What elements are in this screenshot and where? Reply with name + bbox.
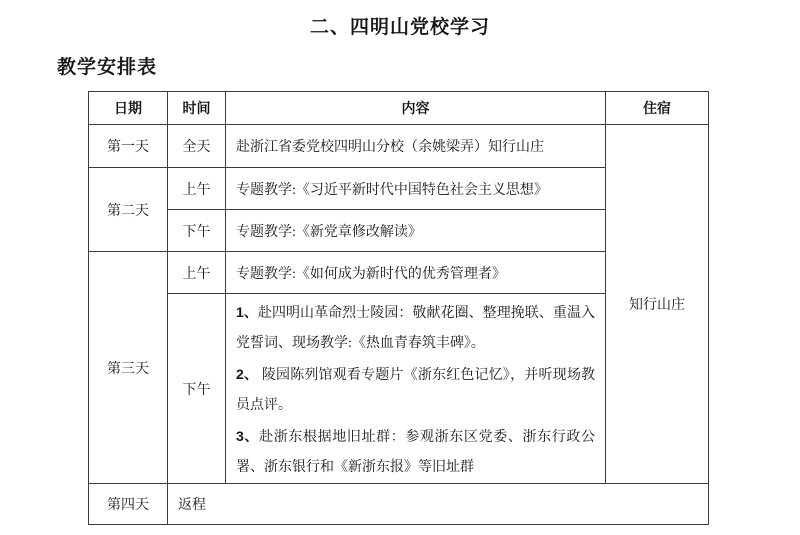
table-header-row bbox=[89, 92, 709, 125]
row-day1 bbox=[89, 125, 709, 168]
day3-pm-item-3 bbox=[236, 421, 595, 483]
cell-day3-am-time: 上午 bbox=[168, 252, 226, 294]
item-number: 2、 bbox=[236, 366, 259, 382]
cell-day1-content: 赴浙江省委党校四明山分校（余姚梁弄）知行山庄 bbox=[226, 125, 606, 168]
cell-day1-time: 全天 bbox=[168, 125, 226, 168]
cell-day2-am-time: 上午 bbox=[168, 168, 226, 210]
header-accommodation: 住宿 bbox=[606, 92, 709, 125]
cell-accommodation: 知行山庄 bbox=[606, 125, 709, 484]
cell-day2-date: 第二天 bbox=[89, 168, 168, 252]
cell-day2-am-content: 专题教学:《习近平新时代中国特色社会主义思想》 bbox=[226, 168, 606, 210]
cell-day2-pm-time: 下午 bbox=[168, 210, 226, 252]
cell-day3-am-content: 专题教学:《如何成为新时代的优秀管理者》 bbox=[226, 252, 606, 294]
cell-day3-pm-content bbox=[226, 294, 606, 484]
item-text: 赴浙东根据地旧址群：参观浙东区党委、浙东行政公署、浙东银行和《新浙东报》等旧址群 bbox=[236, 430, 595, 475]
cell-day4-date: 第四天 bbox=[89, 484, 168, 525]
header-date: 日期 bbox=[89, 92, 168, 125]
header-content: 内容 bbox=[226, 92, 606, 125]
cell-day1-date: 第一天 bbox=[89, 125, 168, 168]
item-text: 赴四明山革命烈士陵园：敬献花圈、整理挽联、重温入党誓词、现场教学:《热血青春筑丰碑》。 bbox=[236, 306, 595, 351]
day3-pm-item-2 bbox=[236, 359, 595, 421]
cell-day3-date: 第三天 bbox=[89, 252, 168, 484]
item-text: 陵园陈列馆观看专题片《浙东红色记忆》，并听现场教员点评。 bbox=[236, 368, 595, 413]
section-title: 教学安排表 bbox=[57, 57, 158, 78]
page-title: 二、四明山党校学习 bbox=[309, 17, 490, 38]
cell-day2-pm-content: 专题教学:《新党章修改解读》 bbox=[226, 210, 606, 252]
schedule-table bbox=[88, 91, 709, 525]
cell-day3-pm-time: 下午 bbox=[168, 294, 226, 484]
header-time: 时间 bbox=[168, 92, 226, 125]
item-number: 3、 bbox=[236, 428, 260, 444]
day3-pm-item-1 bbox=[236, 297, 595, 359]
item-number: 1、 bbox=[236, 304, 258, 320]
row-day4 bbox=[89, 484, 709, 525]
cell-day4-content: 返程 bbox=[168, 484, 709, 525]
